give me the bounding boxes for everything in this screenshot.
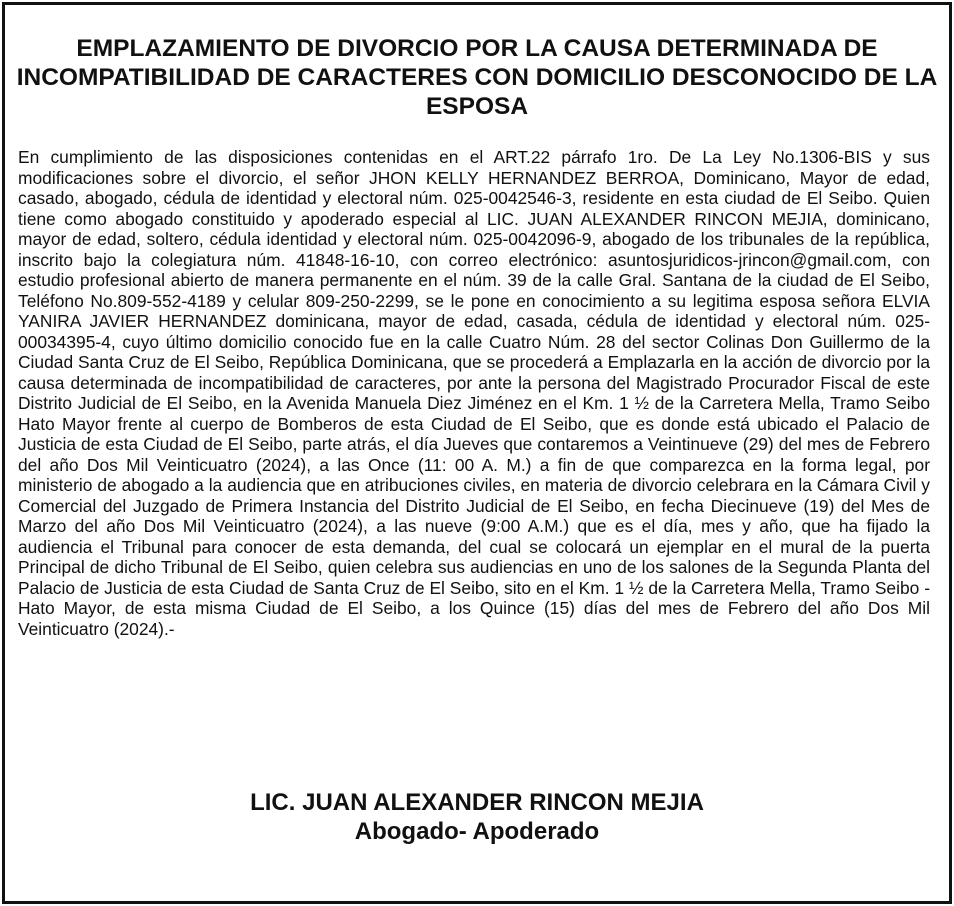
signature-role: Abogado- Apoderado <box>354 818 600 845</box>
signature-block <box>16 788 938 846</box>
signature-name: LIC. JUAN ALEXANDER RINCON MEJIA <box>250 789 704 816</box>
notice-title: EMPLAZAMIENTO DE DIVORCIO POR LA CAUSA DETERMINADA DE INCOMPATIBILIDAD DE CARACTERES CON DOMICILIO DESCONOCIDO DE LA ESPOSA <box>16 35 938 120</box>
notice-body: En cumplimiento de las disposiciones contenidas en el ART.22 párrafo 1ro. De La Ley No.1306-BIS y sus modificaciones sobre el divorcio, el señor JHON KELLY HERNANDEZ BERROA, Dominicano, Mayor de edad, casado, abogado, cédula de identidad y electoral núm. 025-0042546-3, residente en esta ciudad de El Seibo. Quien tiene como abogado constituido y apoderado especial al LIC. JUAN ALEXANDER RINCON MEJIA, dominicano, mayor de edad, soltero, cédula identidad y electoral núm. 025-0042096-9, abogado de los tribunales de la república, inscrito bajo la colegiatura núm. 41848-16-10, con correo electrónico: asuntosjuridicos-jrincon@gmail.com, con estudio profesional abierto de manera permanente en el núm. 39 de la calle Gral. Santana de la ciudad de El Seibo, Teléfono No.809-552-4189 y celular 809-250-2299, se le pone en conocimiento a su legitima esposa señora ELVIA YANIRA JAVIER HERNANDEZ dominicana, mayor de edad, casada, cédula de identidad y electoral núm. 025-00034395-4, cuyo último domicilio conocido fue en la calle Cuatro Núm. 28 del sector Colinas Don Guillermo de la Ciudad Santa Cruz de El Seibo, República Dominicana, que se procederá a Emplazarla en la acción de divorcio por la causa determinada de incompatibilidad de caracteres, por ante la persona del Magistrado Procurador Fiscal de este Distrito Judicial de El Seibo, en la Avenida Manuela Diez Jiménez en el Km. 1 ½ de la Carretera Mella, Tramo Seibo Hato Mayor frente al cuerpo de Bomberos de esta Ciudad de El Seibo, que es donde está ubicado el Palacio de Justicia de esta Ciudad de El Seibo, parte atrás, el día Jueves que contaremos a Veintinueve (29) del mes de Febrero del año Dos Mil Veinticuatro (2024), a las Once (11: 00 A. M.) a fin de que comparezca en la forma legal, por ministerio de abogado a la audiencia que en atribuciones civiles, en materia de divorcio celebrara en la Cámara Civil y Comercial del Juzgado de Primera Instancia del Distrito Judicial de El Seibo, en fecha Diecinueve (19) del Mes de Marzo del año Dos Mil Veinticuatro (2024), a las nueve (9:00 A.M.) que es el día, mes y año, que ha fijado la audiencia el Tribunal para conocer de esta demanda, del cual se colocará un ejemplar en el mural de la puerta Principal de dicho Tribunal de El Seibo, quien celebra sus audiencias en uno de los salones de la Segunda Planta del Palacio de Justicia de esta Ciudad de Santa Cruz de El Seibo, sito en el Km. 1 ½ de la Carretera Mella, Tramo Seibo - Hato Mayor, de esta misma Ciudad de El Seibo, a los Quince (15) días del mes de Febrero del año Dos Mil Veinticuatro (2024).- <box>18 147 930 639</box>
